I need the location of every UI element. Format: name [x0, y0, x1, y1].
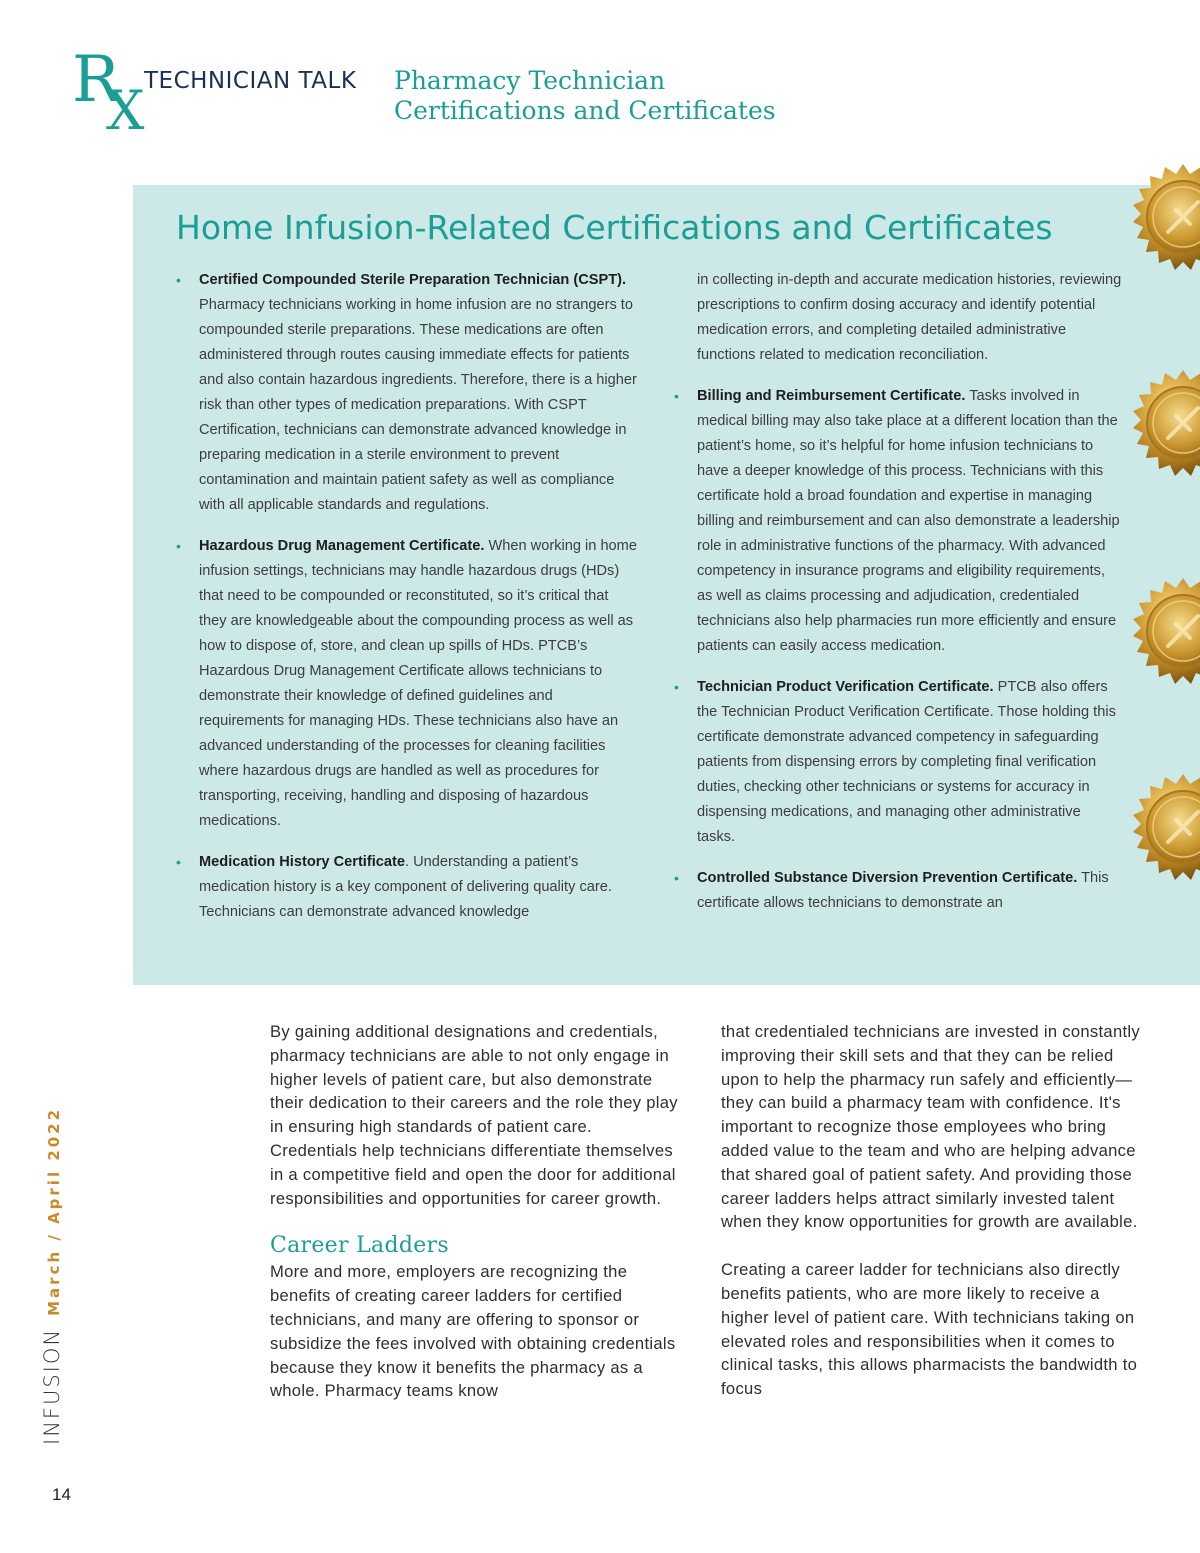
rx-logo	[72, 43, 152, 142]
body-paragraph: By gaining additional designations and credentials, pharmacy technicians are able to not only engage in higher levels of patient care, but also demonstrate their dedication to their careers and the role they play in ensuring high standards of patient care. Credentials help technicians differentiate themselves in a competitive field and open the door for additional responsibilities and opportunities for career growth.	[270, 1022, 678, 1208]
item-heading: Technician Product Verification Certificate.	[697, 679, 994, 695]
item-text: When working in home infusion settings, technicians may handle hazardous drugs (HDs) that need to be compounded or reconstituted, so it’s critical that they are knowledgeable about the compounding process as well as how to dispose of, store, and clean up spills of HDs. PTCB’s Hazardous Drug Management Certificate allows technicians to demonstrate their knowledge of defined guidelines and requirements for managing HDs. These technicians also have an advanced understanding of the processes for cleaning facilities where hazardous drugs are handled as well as procedures for transporting, receiving, handling and disposing of hazardous medications.	[199, 538, 637, 829]
section-heading: Career Ladders	[270, 1233, 449, 1259]
item-continuation: in collecting in-depth and accurate medication histories, reviewing prescriptions to confirm dosing accuracy and identify potential medication errors, and completing detailed administrative functions related to medication reconciliation.	[697, 272, 1122, 363]
item-text: This certificate allows technicians to demonstrate an	[697, 870, 1109, 911]
article-title	[394, 66, 814, 126]
page-number: 14	[52, 1485, 71, 1504]
bullet-icon: •	[674, 388, 679, 404]
list-item	[176, 850, 638, 925]
item-heading: Certified Compounded Sterile Preparation Technician (CSPT).	[199, 272, 627, 288]
list-item	[176, 534, 638, 834]
body-paragraph: Creating a career ladder for technicians also directly benefits patients, who are more likely to receive a higher level of patient care. With technicians taking on elevated roles and responsibilities when it comes to clinical tasks, this allows pharmacists the bandwidth to focus	[721, 1260, 1138, 1399]
rx-logo-x: X	[106, 79, 145, 142]
bullet-icon: •	[176, 272, 181, 288]
section-label: TECHNICIAN TALK	[144, 68, 357, 94]
item-heading: Billing and Reimbursement Certificate.	[697, 388, 966, 404]
list-item	[674, 866, 1122, 916]
body-paragraph: that credentialed technicians are invested in constantly improving their skill sets and that they can be relied upon to help the pharmacy run safely and efficiently—they can build a pharmacy team with confidence. It's important to recognize those employees who bring added value to the team and who are helping advance that shared goal of patient safety. And providing those career ladders helps attract similarly invested talent when they know opportunities for growth are available.	[721, 1022, 1140, 1232]
item-text: PTCB also offers the Technician Product Verification Certificate. Those holding this certificate demonstrate advanced competency in safeguarding patients from dispensing errors by completing final verification duties, checking other technicians or systems for accuracy in dispensing medications, and managing other administrative tasks.	[697, 679, 1116, 845]
gold-seal-icon	[1118, 762, 1200, 892]
item-text: . Understanding a patient’s medication history is a key component of delivering quality care. Technicians can demonstrate advanced knowledge	[199, 854, 612, 920]
item-heading: Hazardous Drug Management Certificate.	[199, 538, 485, 554]
item-text: Pharmacy technicians working in home infusion are no strangers to compounded sterile preparations. These medications are often administered through routes causing immediate effects for patients and also contain hazardous ingredients. Therefore, there is a higher risk than other types of medication preparations. With CSPT Certification, technicians can demonstrate advanced knowledge in preparing medication in a sterile environment to prevent contamination and maintain patient safety as well as compliance with all applicable standards and regulations.	[199, 297, 637, 513]
item-heading: Controlled Substance Diversion Prevention Certificate.	[697, 870, 1078, 886]
article-title-line2: Certifications and Certificates	[394, 96, 776, 125]
magazine-name: INFUSION	[40, 1327, 64, 1445]
article-title-line1: Pharmacy Technician	[394, 66, 666, 95]
bullet-icon: •	[674, 870, 679, 886]
list-item	[674, 675, 1122, 850]
gold-seal-icon	[1118, 358, 1200, 488]
gold-seal-icon	[1118, 152, 1200, 282]
rx-logo-r: R	[72, 43, 121, 117]
bullet-icon: •	[674, 679, 679, 695]
body-left-column	[270, 1020, 680, 1403]
item-heading: Medication History Certificate	[199, 854, 405, 870]
magazine-sidebar	[40, 1107, 64, 1445]
box-title: Home Infusion-Related Certifications and Certificates	[176, 208, 1053, 247]
list-item	[176, 268, 638, 518]
bullet-icon: •	[176, 538, 181, 554]
box-right-column	[674, 268, 1122, 932]
body-right-column	[721, 1020, 1141, 1401]
box-left-column	[176, 268, 638, 941]
bullet-icon: •	[176, 854, 181, 870]
issue-date: March / April 2022	[45, 1106, 63, 1316]
list-item	[674, 384, 1122, 659]
gold-seal-icon	[1118, 566, 1200, 696]
body-paragraph: More and more, employers are recognizing the benefits of creating career ladders for certified technicians, and many are offering to sponsor or subsidize the fees involved with obtaining credentials because they know it benefits the pharmacy as a whole. Pharmacy teams know	[270, 1262, 676, 1401]
item-text: Tasks involved in medical billing may also take place at a different location than the patient’s home, so it’s helpful for home infusion technicians to have a deeper knowledge of this process. Technicians with this certificate hold a broad foundation and expertise in managing billing and reimbursement and can also demonstrate a leadership role in administrative functions of the pharmacy. With advanced competency in insurance programs and eligibility requirements, as well as claims processing and adjudication, credentialed technicians also help pharmacies run more efficiently and ensure patients can easily access medication.	[697, 388, 1120, 654]
